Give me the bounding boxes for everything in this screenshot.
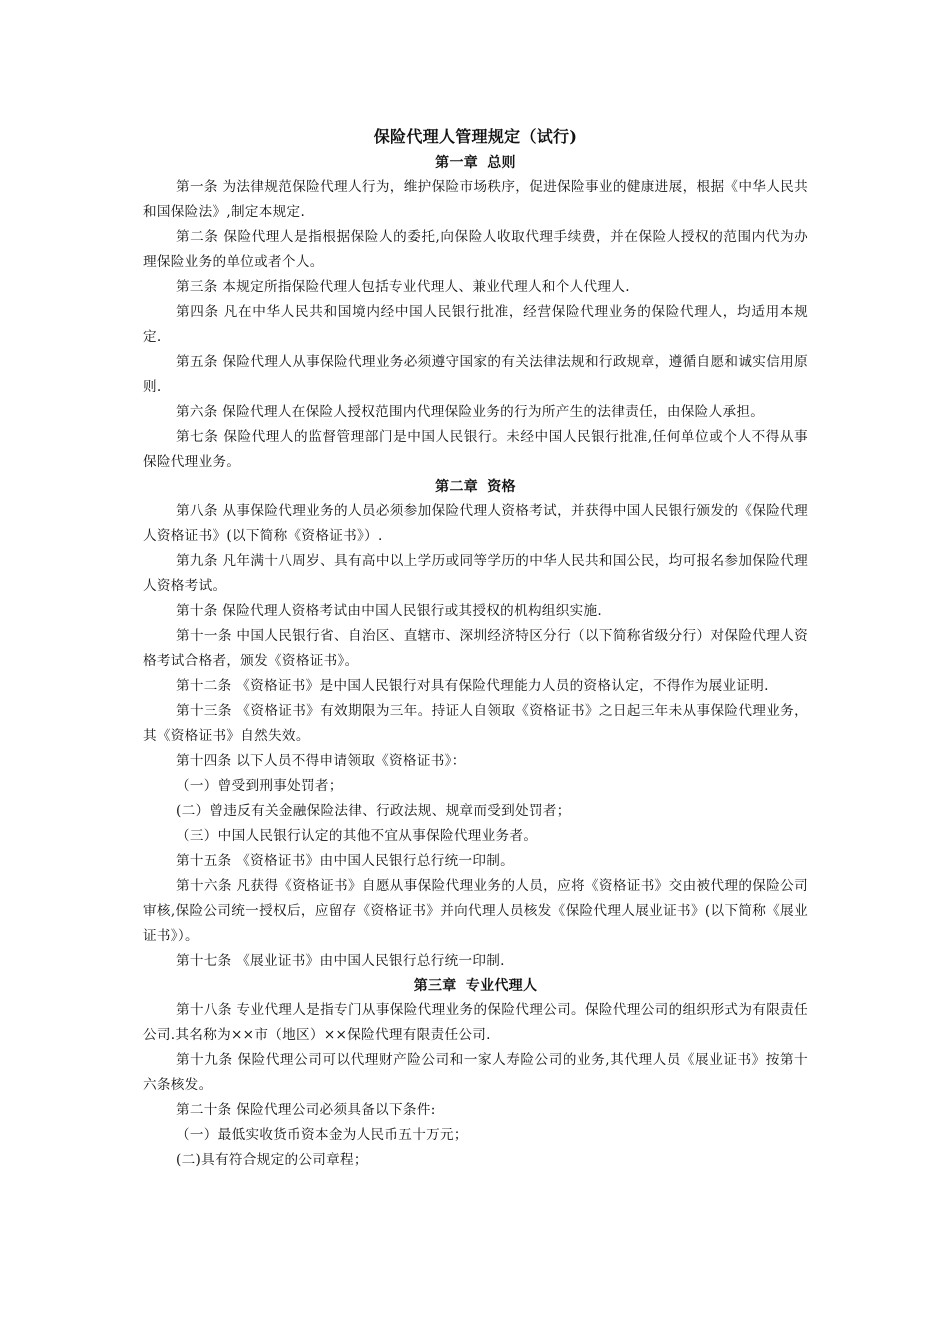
article-paragraph: 第一条 为法律规范保险代理人行为，维护保险市场秩序，促进保险事业的健康进展，根据《中华人民共和国保险法》,制定本规定. — [143, 179, 808, 220]
chapter-heading: 第二章 资格 — [435, 479, 516, 495]
article-paragraph: 第五条 保险代理人从事保险代理业务必须遵守国家的有关法律法规和行政规章，遵循自愿和诚实信用原则. — [143, 354, 808, 395]
article-paragraph: 第十条 保险代理人资格考试由中国人民银行或其授权的机构组织实施. — [176, 603, 603, 619]
list-item: (二）曾违反有关金融保险法律、行政法规、规章而受到处罚者； — [176, 803, 571, 819]
list-item: （一）曾受到刑事处罚者； — [176, 778, 343, 794]
article-paragraph: 第六条 保险代理人在保险人授权范围内代理保险业务的行为所产生的法律责任，由保险人承担。 — [176, 404, 765, 420]
article-paragraph: 第十四条 以下人员不得申请领取《资格证书》： — [176, 753, 466, 769]
article-paragraph: 第二条 保险代理人是指根据保险人的委托,向保险人收取代理手续费，并在保险人授权的范围内代为办理保险业务的单位或者个人。 — [143, 229, 808, 270]
article-paragraph: 第十七条 《展业证书》由中国人民银行总行统一印制. — [176, 953, 505, 969]
article-paragraph: 第三条 本规定所指保险代理人包括专业代理人、兼业代理人和个人代理人. — [176, 279, 630, 295]
chapter-heading: 第一章 总则 — [435, 155, 516, 171]
article-paragraph: 第八条 从事保险代理业务的人员必须参加保险代理人资格考试，并获得中国人民银行颁发的《保险代理人资格证书》(以下简称《资格证书》）. — [143, 503, 808, 544]
document-body — [143, 124, 808, 1173]
article-paragraph: 第四条 凡在中华人民共和国境内经中国人民银行批准，经营保险代理业务的保险代理人，均适用本规定. — [143, 304, 808, 345]
article-paragraph: 第十九条 保险代理公司可以代理财产险公司和一家人寿险公司的业务,其代理人员《展业证书》按第十六条核发。 — [143, 1052, 808, 1093]
chapter-heading: 第三章 专业代理人 — [413, 978, 538, 994]
article-paragraph: 第十一条 中国人民银行省、自治区、直辖市、深圳经济特区分行（以下简称省级分行）对保险代理人资格考试合格者，颁发《资格证书》。 — [143, 628, 808, 669]
document-title: 保险代理人管理规定（试行) — [373, 127, 578, 146]
article-paragraph: 第二十条 保险代理公司必须具备以下条件: — [176, 1102, 436, 1118]
list-item: (二)具有符合规定的公司章程； — [176, 1152, 368, 1168]
article-paragraph: 第十二条 《资格证书》是中国人民银行对具有保险代理能力人员的资格认定，不得作为展业证明. — [176, 678, 769, 694]
list-item: （三）中国人民银行认定的其他不宜从事保险代理业务者。 — [176, 828, 538, 844]
article-paragraph: 第九条 凡年满十八周岁、具有高中以上学历或同等学历的中华人民共和国公民，均可报名参加保险代理人资格考试。 — [143, 553, 808, 594]
article-paragraph: 第十五条 《资格证书》由中国人民银行总行统一印制。 — [176, 853, 515, 869]
article-paragraph: 第十八条 专业代理人是指专门从事保险代理业务的保险代理公司。保险代理公司的组织形式为有限责任公司.其名称为××市（地区）××保险代理有限责任公司. — [143, 1002, 808, 1043]
article-paragraph: 第十三条 《资格证书》有效期限为三年。持证人自领取《资格证书》之日起三年未从事保险代理业务，其《资格证书》自然失效。 — [143, 703, 808, 744]
list-item: （一）最低实收货币资本金为人民币五十万元； — [176, 1127, 468, 1143]
article-paragraph: 第七条 保险代理人的监督管理部门是中国人民银行。未经中国人民银行批准,任何单位或个人不得从事保险代理业务。 — [143, 429, 808, 470]
article-paragraph: 第十六条 凡获得《资格证书》自愿从事保险代理业务的人员，应将《资格证书》交由被代理的保险公司审核,保险公司统一授权后，应留存《资格证书》并向代理人员核发《保险代理人展业证书》(以下简称《展业证书》）。 — [143, 878, 808, 944]
